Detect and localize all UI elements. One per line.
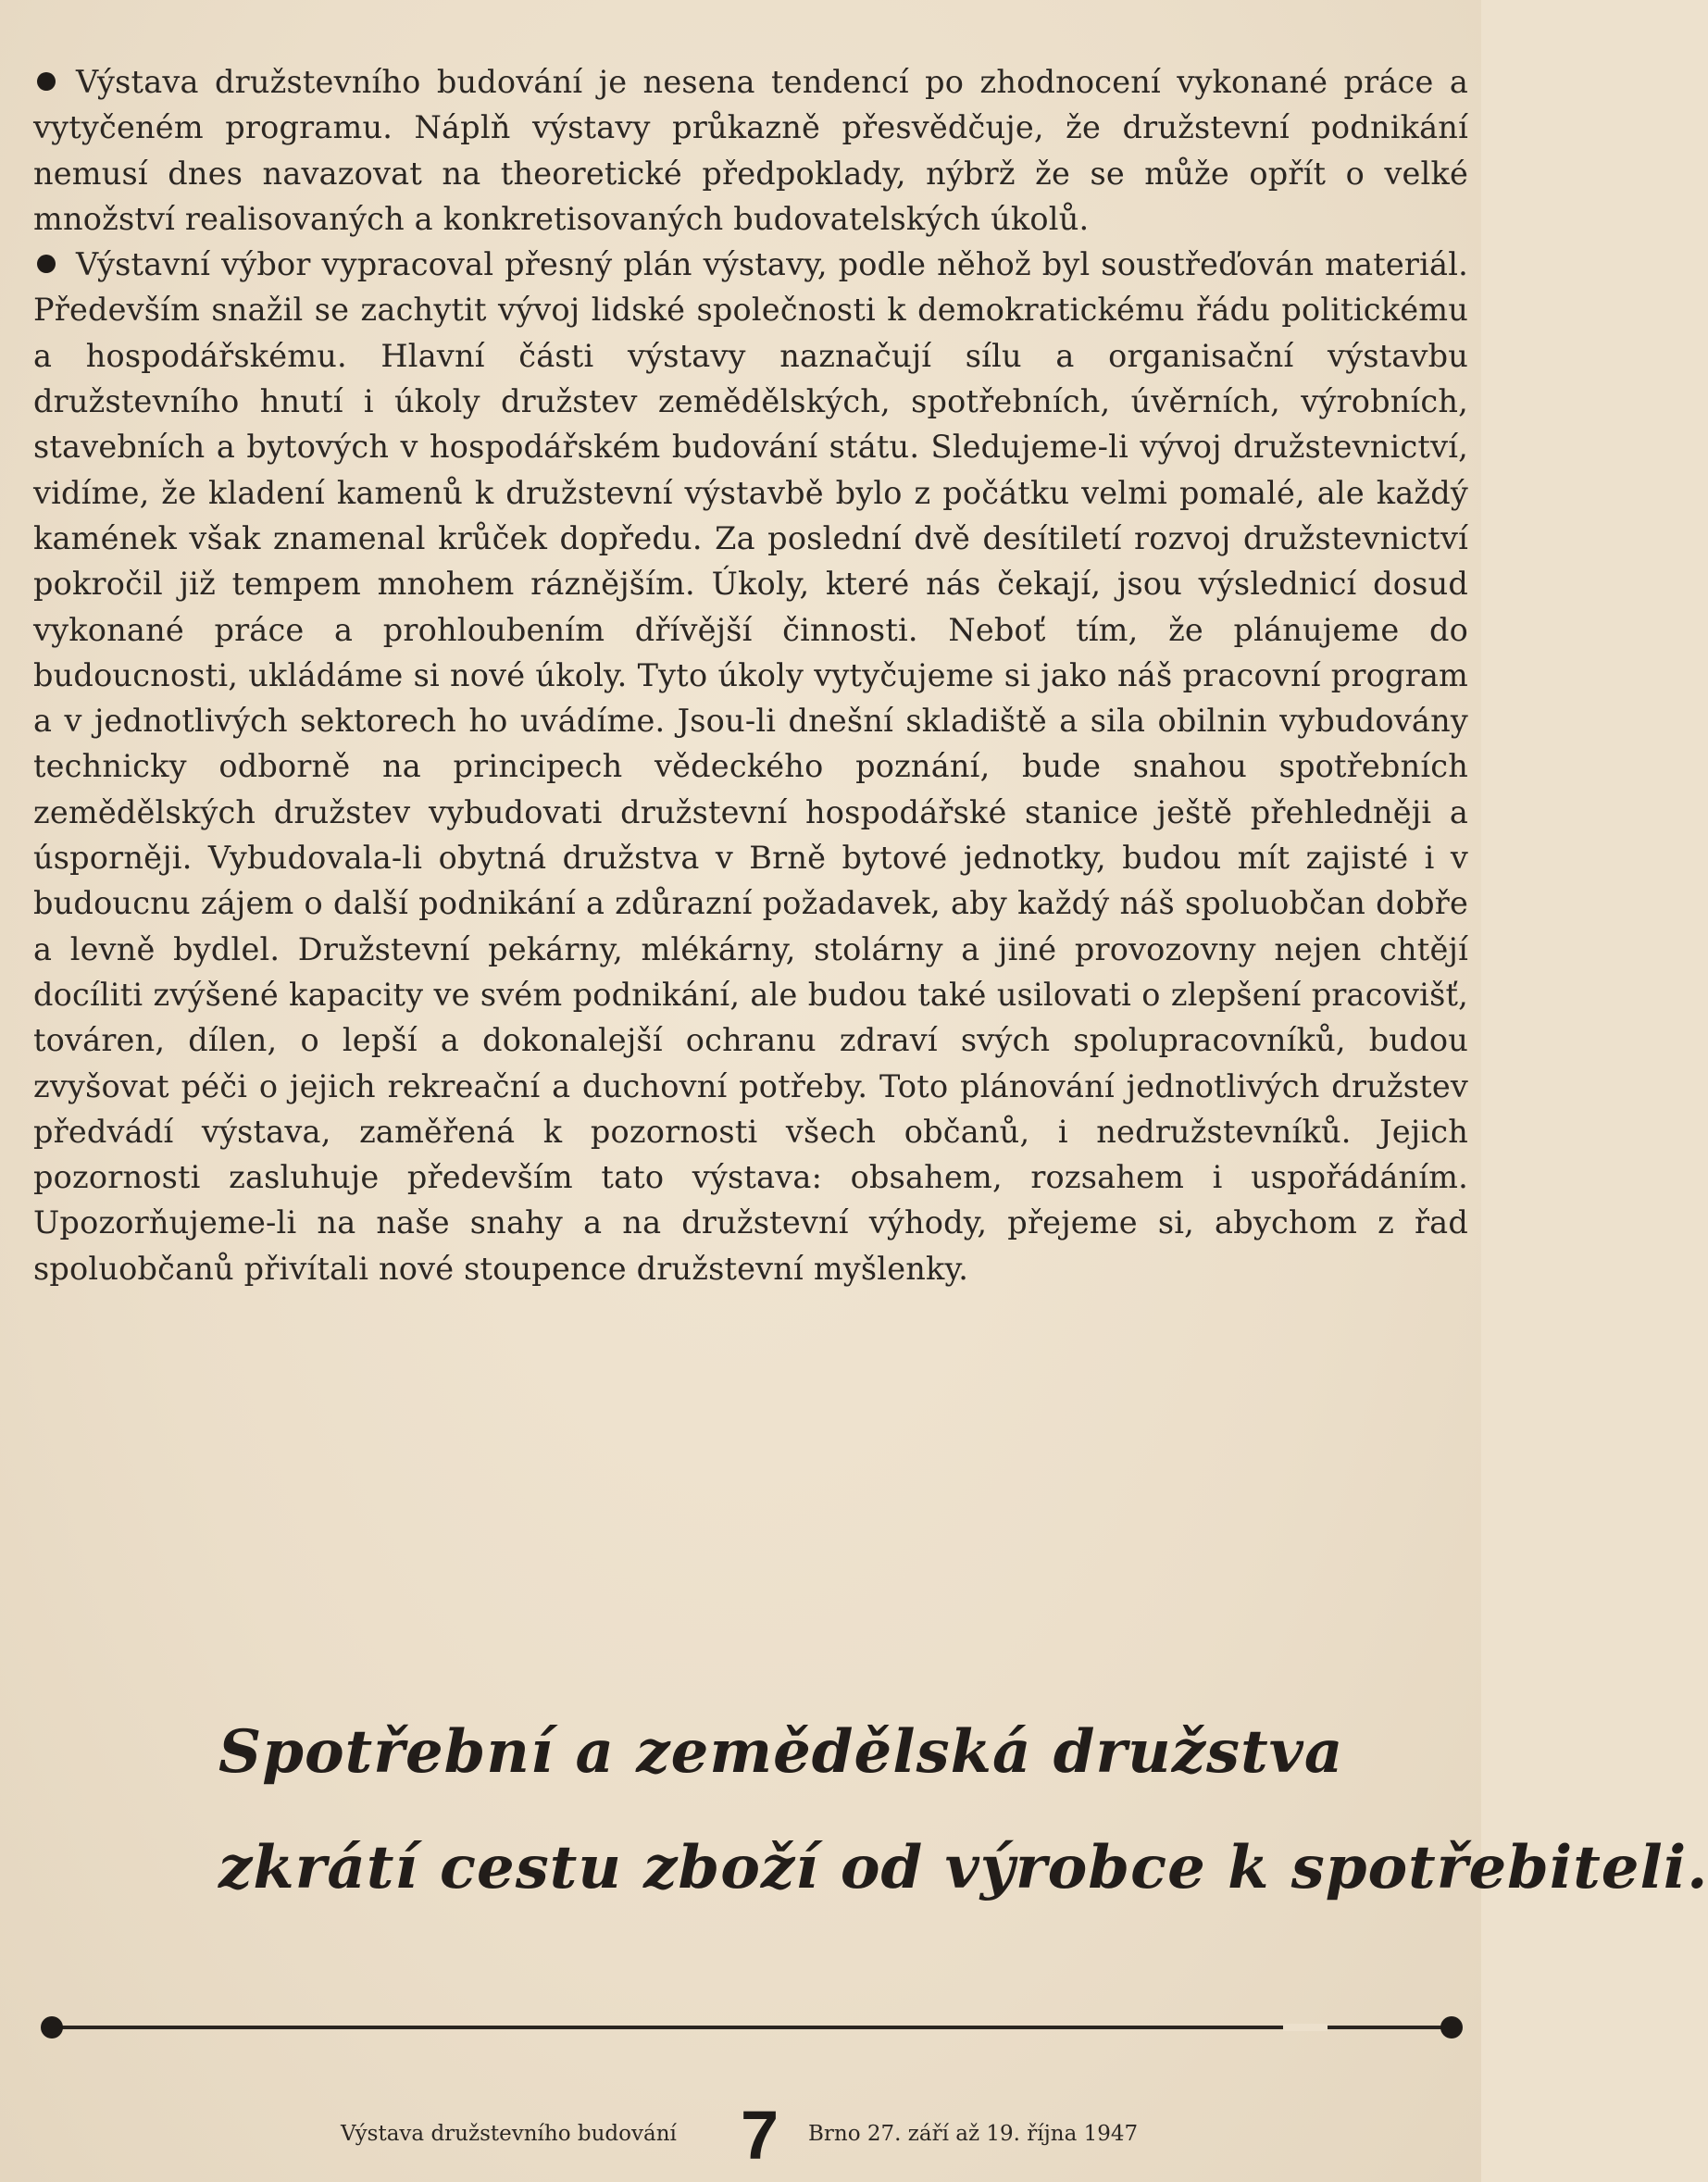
- paragraph-2: [33, 242, 1468, 1291]
- paragraph-1-text: Výstava družstevního budování je nesena tendencí po zhodnocení vykonané práce a vytyčeném programu. Náplň výstavy průkazně přesvědčuje, že družstevní podnikání nemusí dnes navazovat na theoretické předpoklady, nýbrž že se může opřít o velké množství realisovaných a konkretisovaných budovatelských úkolů.: [33, 64, 1468, 237]
- bullet-icon: [37, 72, 56, 91]
- paragraph-1: [33, 59, 1468, 242]
- page-number: 7: [741, 2097, 779, 2174]
- footer-exhibition-title: Výstava družstevního budování: [341, 2122, 677, 2146]
- divider-dot-right-icon: [1440, 2016, 1463, 2039]
- slogan-line-1: Spotřební a zemědělská družstva: [218, 1717, 1344, 1787]
- footer-place-date: Brno 27. září až 19. října 1947: [808, 2122, 1139, 2146]
- divider-dot-left-icon: [41, 2016, 63, 2039]
- divider-gap: [1283, 2024, 1328, 2031]
- decorative-divider: [41, 2016, 1463, 2039]
- bullet-icon: [37, 255, 56, 273]
- divider-line: [52, 2026, 1452, 2029]
- article-body: [33, 59, 1468, 1291]
- slogan-line-2: zkrátí cestu zboží od výrobce k spotřebiteli.: [218, 1833, 1708, 1902]
- paragraph-2-text: Výstavní výbor vypracoval přesný plán výstavy, podle něhož byl soustřeďován materiál. Především snažil se zachytit vývoj lidské společnosti k demokratickému řádu politickému a hospodářskému. Hlavní části výstavy naznačují sílu a organisační výstavbu družstevního hnutí i úkoly družstev zemědělských, spotřebních, úvěrních, výrobních, stavebních a bytových v hospodářském budování státu. Sledujeme-li vývoj družstevnictví, vidíme, že kladení kamenů k družstevní výstavbě bylo z počátku velmi pomalé, ale každý kamének však znamenal krůček dopředu. Za poslední dvě desítiletí rozvoj družstevnictví pokročil již tempem mnohem ráznějším. Úkoly, které nás čekají, jsou výslednicí dosud vykonané práce a prohloubením dřívější činnosti. Neboť tím, že plánujeme do budoucnosti, ukládáme si nové úkoly. Tyto úkoly vytyčujeme si jako náš pracovní program a v jednotlivých sektorech ho uvádíme. Jsou-li dnešní skladiště a sila obilnin vybudovány technicky odborně na principech vědeckého poznání, bude snahou spotřebních zemědělských družstev vybudovati družstevní hospodářské stanice ještě přehledněji a úsporněji. Vybudovala-li obytná družstva v Brně bytové jednotky, budou mít zajisté i v budoucnu zájem o další podnikání a zdůrazní požadavek, aby každý náš spoluobčan dobře a levně bydlel. Družstevní pekárny, mlékárny, stolárny a jiné provozovny nejen chtějí docíliti zvýšené kapacity ve svém podnikání, ale budou také usilovati o zlepšení pracovišť, továren, dílen, o lepší a dokonalejší ochranu zdraví svých spolupracovníků, budou zvyšovat péči o jejich rekreační a duchovní potřeby. Toto plánování jednotlivých družstev předvádí výstava, zaměřená k pozornosti všech občanů, i nedružstevníků. Jejich pozornosti zasluhuje především tato výstava: obsahem, rozsahem i uspořádáním. Upozorňujeme-li na naše snahy a na družstevní výhody, přejeme si, abychom z řad spoluobčanů přivítali nové stoupence družstevní myšlenky.: [33, 246, 1468, 1287]
- page-footer: [0, 2097, 1481, 2176]
